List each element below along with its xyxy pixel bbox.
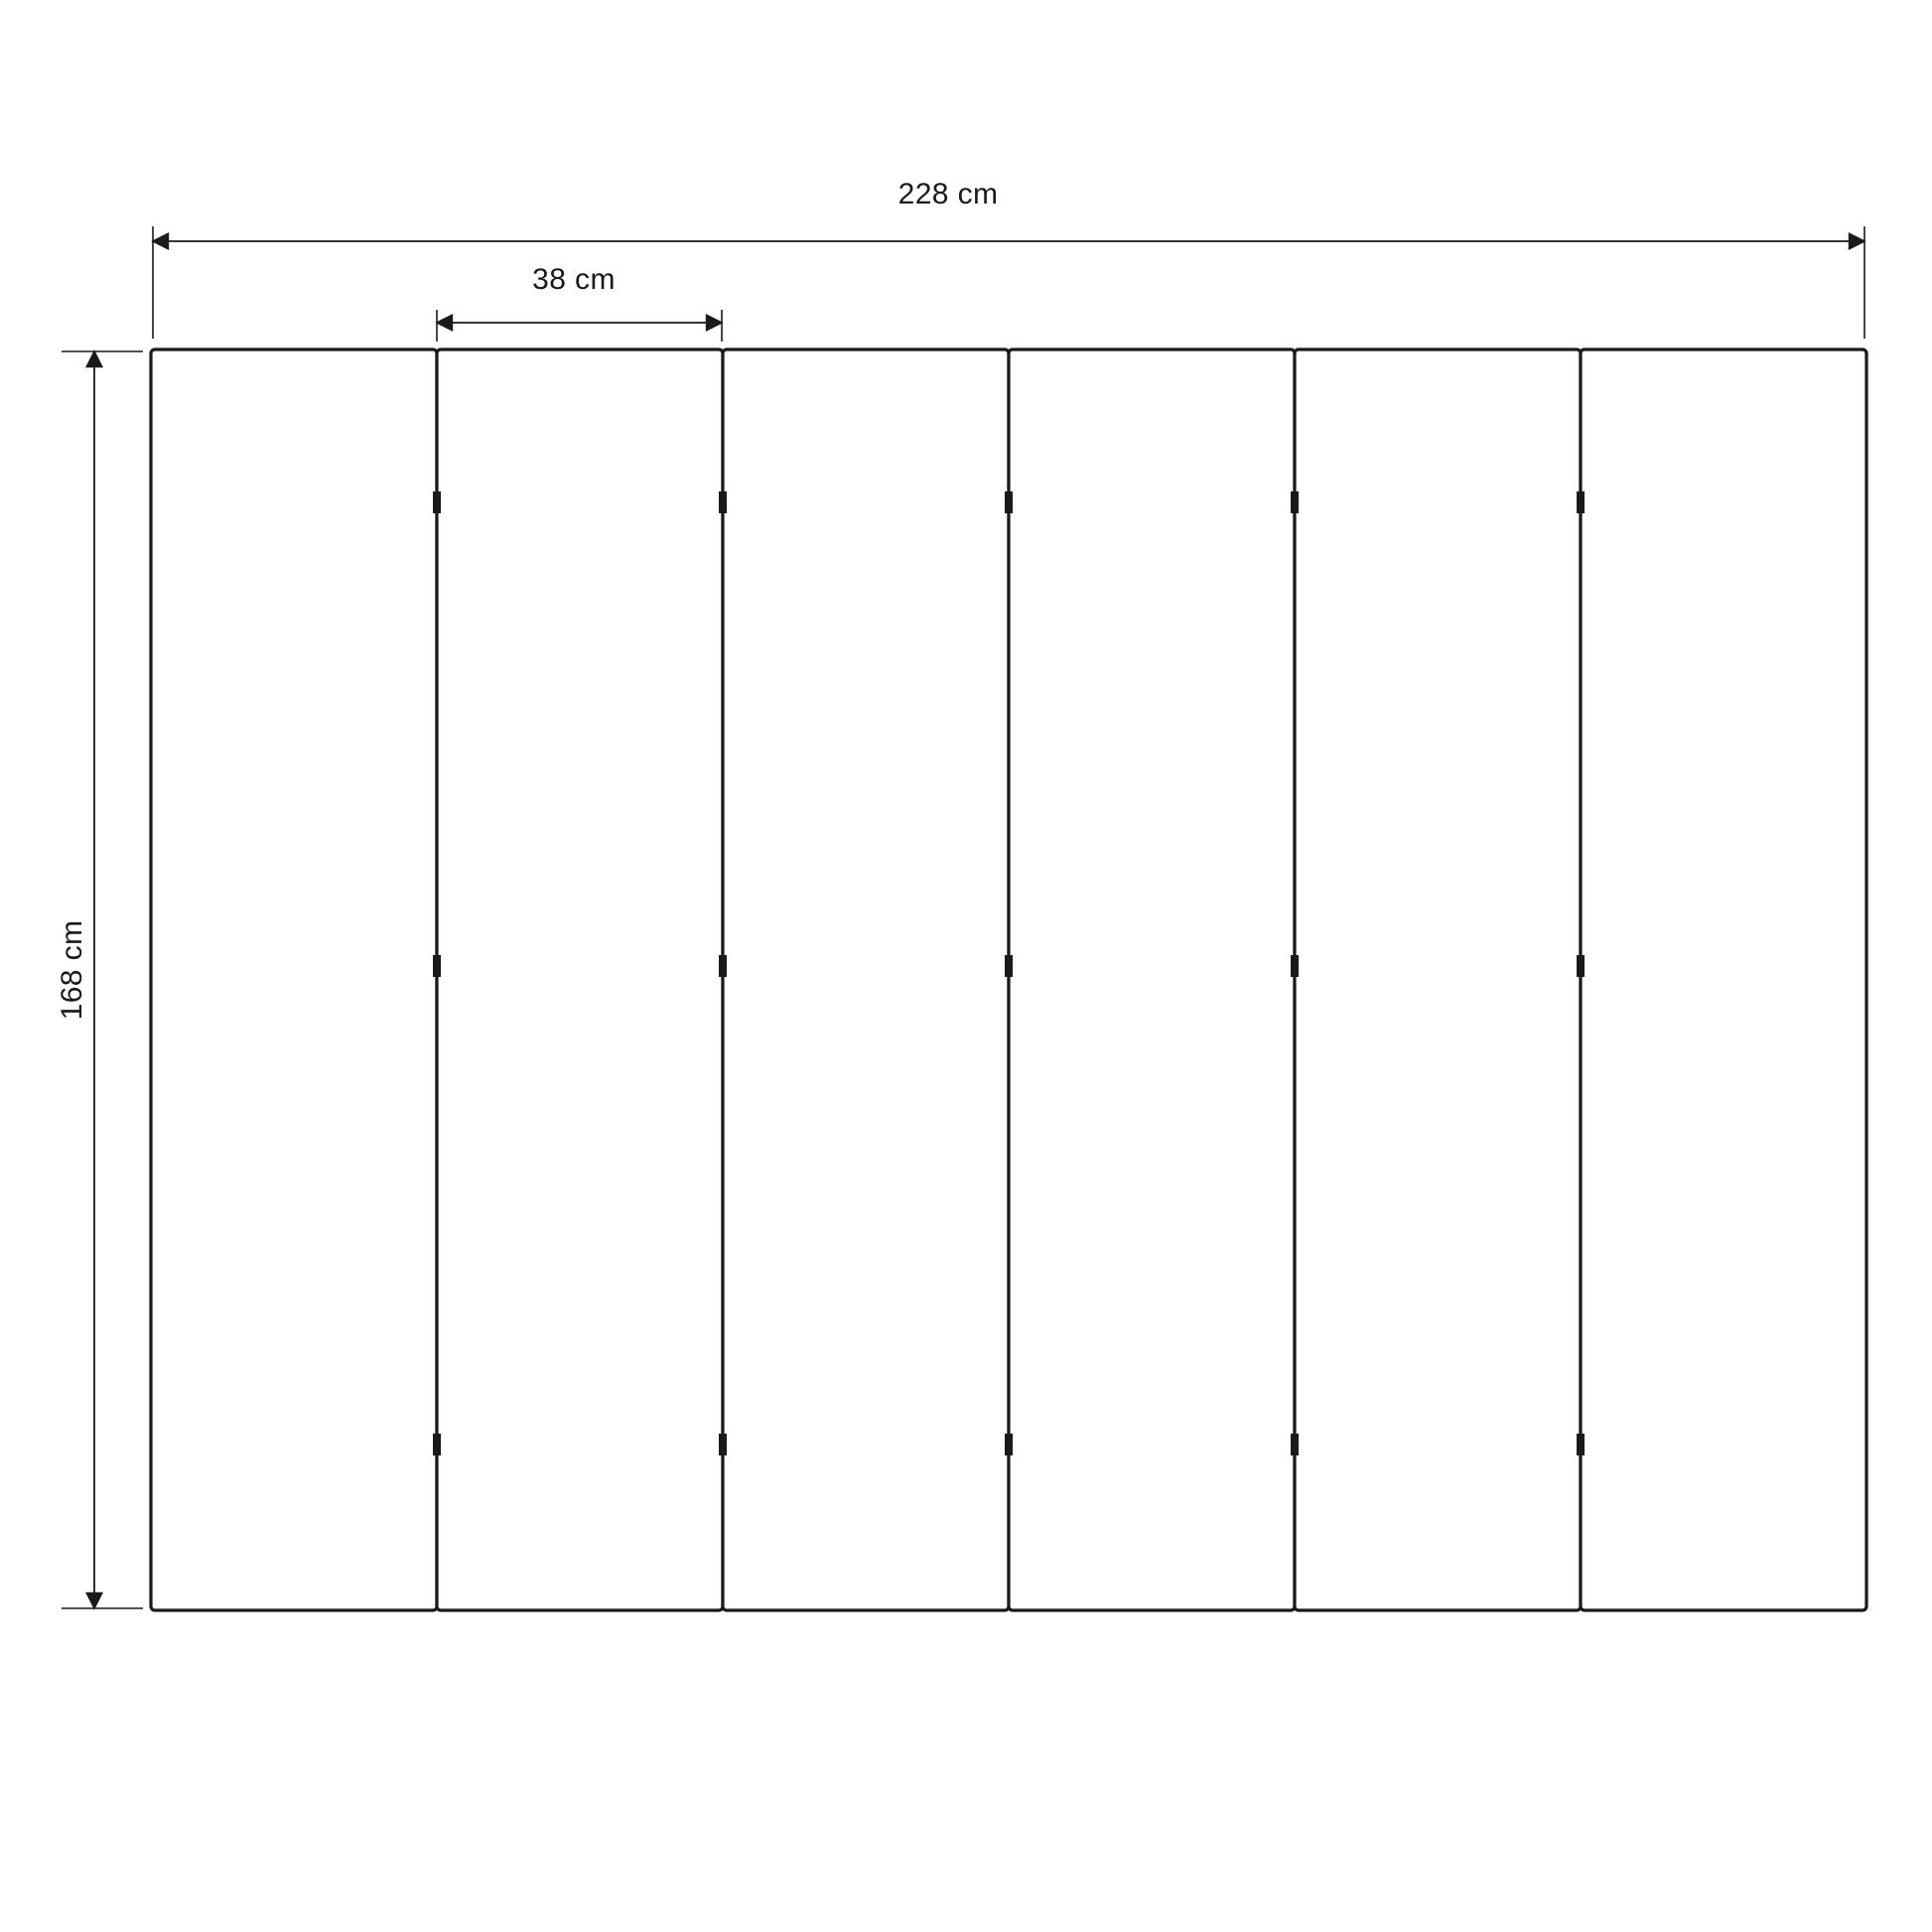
hinge-icon: [1577, 955, 1585, 977]
panel-1[interactable]: [151, 349, 437, 1610]
hinge-icon: [433, 491, 441, 513]
panel-2[interactable]: [433, 349, 723, 1610]
hinge-icon: [1005, 491, 1013, 513]
dimension-label-total-width: 228 cm: [897, 178, 999, 210]
hinge-icon: [433, 1434, 441, 1455]
panel-3-body: [723, 349, 1009, 1610]
hinge-icon: [1577, 1434, 1585, 1455]
panel-group: [151, 349, 1866, 1610]
hinge-icon: [1005, 955, 1013, 977]
hinge-icon: [719, 491, 727, 513]
panel-5-body: [1295, 349, 1581, 1610]
panel-3[interactable]: [719, 349, 1009, 1610]
hinge-icon: [719, 955, 727, 977]
hinge-icon: [433, 955, 441, 977]
dimension-panel-width: [437, 310, 722, 342]
hinge-icon: [1291, 491, 1299, 513]
hinge-icon: [1005, 1434, 1013, 1455]
hinge-icon: [1291, 1434, 1299, 1455]
dimension-label-panel-width: 38 cm: [532, 263, 616, 296]
panel-1-body: [151, 349, 437, 1610]
hinge-icon: [1291, 955, 1299, 977]
panel-2-body: [437, 349, 723, 1610]
hinge-icon: [1577, 491, 1585, 513]
panel-5[interactable]: [1291, 349, 1581, 1610]
panel-6[interactable]: [1577, 349, 1866, 1610]
panel-4[interactable]: [1005, 349, 1295, 1610]
hinge-icon: [719, 1434, 727, 1455]
dimension-total-width: [153, 226, 1864, 339]
panel-4-body: [1009, 349, 1295, 1610]
dimension-label-height: 168 cm: [56, 919, 88, 1021]
panel-6-body: [1581, 349, 1866, 1610]
